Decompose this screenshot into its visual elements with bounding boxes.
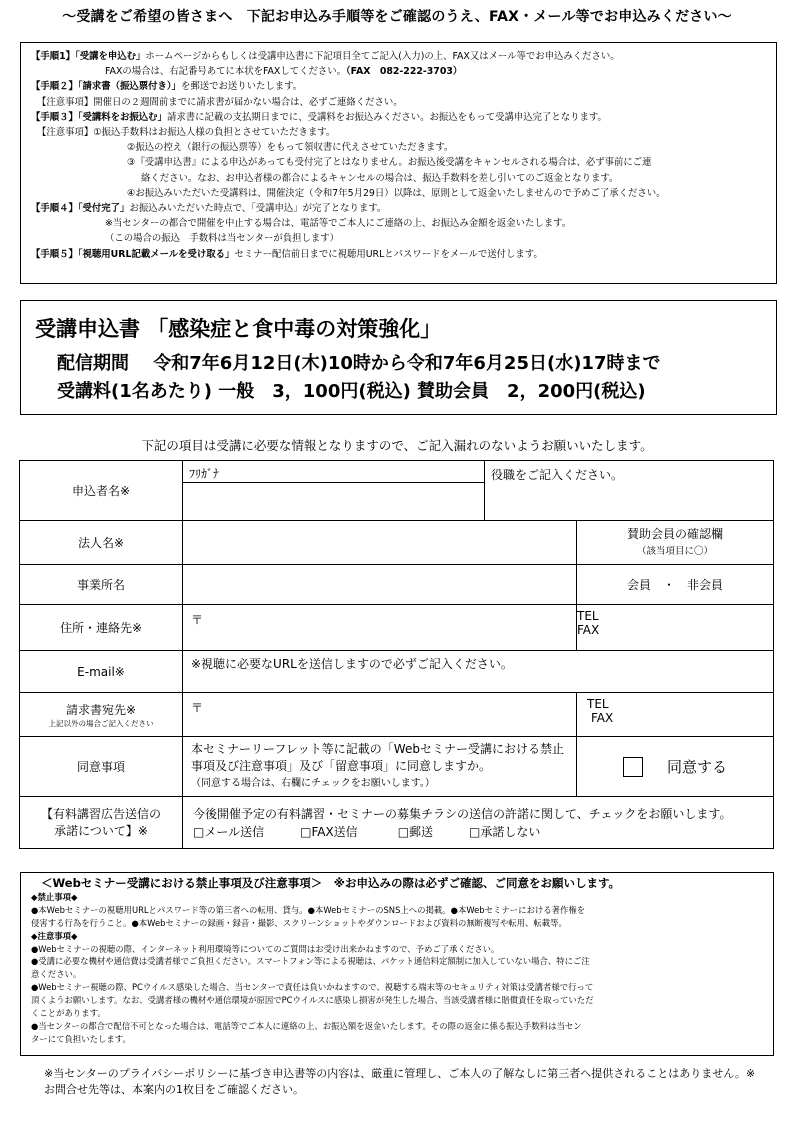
- invoice-tel-label: TEL: [587, 697, 609, 711]
- prohibited-line-1: ●本Webセミナーの視聴用URLとパスワード等の第三者への転用、貸与。●本WebセミナーのSNS上への掲載。●本Webセミナーにおける著作権を: [31, 904, 586, 915]
- rules-box: [20, 872, 774, 1056]
- consent-check-cell: [577, 737, 774, 797]
- step-1-fax: [31, 64, 768, 79]
- invoice-fax-label: FAX: [591, 711, 614, 725]
- invoice-postal-mark: 〒: [191, 701, 204, 715]
- fax-number: （FAX 082-222-3703）: [345, 66, 463, 78]
- rules-heading: ＜Webセミナー受講における禁止事項及び注意事項＞ ※お申込みの際は必ずご確認、ご同意をお願いします。: [41, 876, 621, 890]
- prohibited-line-2: 侵害する行為を行うこと。●本Webセミナーの録画・録音・撮影、スクリーンショットやダウンロードおよび資料の無断複写や転用、転載等。: [31, 917, 567, 928]
- invoice-address-label: 請求書宛先※: [65, 702, 137, 717]
- consent-sub: （同意する場合は、右欄にチェックをお願いします。）: [191, 778, 435, 789]
- invoice-phone-field[interactable]: [577, 693, 774, 737]
- step-3: [31, 110, 768, 125]
- ad-option-mail[interactable]: □郵送: [397, 824, 434, 839]
- step-3-note-4: ④お振込みいただいた受講料は、開催決定（令和7年5月29日）以降は、原則として返金いたしませんので予めご了承ください。: [127, 187, 666, 199]
- office-name-field[interactable]: [183, 565, 577, 605]
- step-3-note-3a: ③『受講申込書』による申込があっても受付完了とはなりません。お振込後受講をキャンセルされる場合は、必ず事前にご連: [127, 157, 652, 169]
- form-intro: 下記の項目は受講に必要な情報となりますので、ご記入漏れのないようお願いいたします。: [141, 438, 653, 453]
- consent-checkbox[interactable]: [623, 757, 643, 777]
- applicant-name-label: 申込者名※: [20, 461, 183, 521]
- applicant-name-field[interactable]: [183, 483, 485, 521]
- office-name-label: 事業所名: [20, 565, 183, 605]
- consent-text: 本セミナーリーフレット等に記載の「Webセミナー受講における禁止事項及び注意事項」及び「留意事項」に同意しますか。: [191, 742, 564, 773]
- step-4-text: お振込みいただいた時点で、「受講申込」が完了となります。: [129, 203, 387, 215]
- caution-line-1: ●Webセミナーの視聴の際、インターネット利用環境等についてのご質問はお受け出来かねますので、予めご了承ください。: [31, 943, 500, 954]
- email-field[interactable]: [183, 651, 774, 693]
- caution-line-4a: ●当センターの都合で配信不可となった場合は、電話等でご本人に連絡の上、お振込額を返金いたします。その際の返金に係る振込手数料は当セン: [31, 1020, 582, 1031]
- step-2: [31, 79, 768, 94]
- prohibited-heading: ◆禁止事項◆: [31, 891, 78, 902]
- ad-option-decline[interactable]: □承諾しない: [469, 824, 541, 839]
- application-form: [19, 460, 774, 849]
- step-4-label: 【手順４】「受付完了」: [31, 203, 130, 215]
- step-4: [31, 201, 768, 216]
- ad-option-email[interactable]: □メール送信: [193, 824, 265, 839]
- consent-text-cell: [183, 737, 577, 797]
- tel-label: TEL: [577, 609, 599, 623]
- application-title-box: [20, 300, 777, 415]
- position-note: 役職をご記入ください。: [491, 468, 624, 482]
- ad-option-fax[interactable]: □FAX送信: [300, 824, 358, 839]
- delivery-period: 配信期間 令和7年6月12日(木)10時から令和7年6月25日(水)17時まで: [57, 353, 661, 374]
- step-3-text: 請求書に記載の支払期日までに、受講料をお振込みください。お振込をもって受講申込完了となります。: [166, 111, 607, 123]
- caution-line-2b: 意ください。: [31, 969, 82, 980]
- step-5-text: セミナー配信前日までに視聴用URLとパスワードをメールで送付します。: [234, 248, 543, 260]
- step-1: [31, 49, 768, 64]
- ad-consent-label-1: 【有料講習広告送信の: [40, 806, 161, 821]
- step-1-fax-text: FAXの場合は、右記番号あてに本状をFAXしてください。: [105, 66, 346, 78]
- step-3-label: 【手順３】「受講料をお振込む」: [31, 111, 167, 123]
- step-2-label: 【手順２】「請求書（振込票付き）」: [31, 81, 181, 93]
- member-confirm-cell: [577, 521, 774, 565]
- ad-consent-text: 今後開催予定の有料講習・セミナーの募集チラシの送信の許諾に関して、チェックをお願いします。: [193, 806, 732, 821]
- member-confirm-title: 賛助会員の確認欄: [627, 526, 724, 541]
- step-4-note-2: （この場合の振込 手数料は当センターが負担します）: [105, 233, 340, 245]
- ad-consent-label-cell: [20, 797, 183, 849]
- member-options[interactable]: 会員 ・ 非会員: [577, 565, 774, 605]
- step-5: [31, 247, 768, 262]
- fax-label: FAX: [577, 623, 600, 637]
- step-2-text: を郵送でお送りいたします。: [181, 81, 303, 93]
- step-3-note-2: ②振込の控え（銀行の振込票等）をもって領収書に代えさせていただきます。: [127, 142, 454, 154]
- ad-consent-label-2: 承諾について】※: [54, 823, 148, 838]
- invoice-address-sub: 上記以外の場合ご記入ください: [48, 718, 154, 728]
- step-3-note-3b: 絡ください。なお、お申込者様の都合によるキャンセルの場合は、振込手数料を差し引いてのご返金となります。: [141, 172, 619, 184]
- page-header: ～受講をご希望の皆さまへ 下記お申込み手順等をご確認のうえ、FAX・メール等でお申込みください～: [62, 9, 732, 25]
- company-name-field[interactable]: [183, 521, 577, 565]
- ad-consent-cell: [183, 797, 774, 849]
- invoice-address-label-cell: [20, 693, 183, 737]
- consent-check-label: 同意する: [667, 757, 728, 776]
- step-1-text: ホームページからもしくは受講申込書に下記項目全てご記入(入力)の上、FAX又はメール等でお申込みください。: [145, 51, 620, 62]
- step-1-label: 【手順1】「受講を申込む」: [31, 51, 146, 62]
- member-confirm-sub: （該当項目に〇）: [637, 545, 714, 557]
- step-3-note-1: 【注意事項】①振込手数料はお振込人様の負担とさせていただきます。: [37, 127, 336, 139]
- email-note: ※視聴に必要なURLを送信しますので必ずご記入ください。: [191, 657, 513, 671]
- furigana-label: ﾌﾘｶﾞﾅ: [189, 467, 220, 481]
- caution-line-4b: ターにて負担いたします。: [31, 1033, 131, 1044]
- course-fee: 受講料(1名あたり) 一般 3，100円(税込) 賛助会員 2，200円(税込): [57, 381, 646, 402]
- step-4-note-1: ※当センターの都合で開催を中止する場合は、電話等でご本人にご連絡の上、お振込み金額を返金いたします。: [105, 218, 572, 230]
- step-2-note: 【注意事項】開催日の２週間前までに請求書が届かない場合は、必ずご連絡ください。: [37, 96, 403, 108]
- privacy-note: ※当センターのプライバシーポリシーに基づき申込書等の内容は、厳重に管理し、ご本人の了解なしに第三者へ提供されることはありません。※お問合せ先等は、本案内の1枚目をご確認ください。: [44, 1067, 756, 1096]
- caution-line-3b: 頂くようお願いします。なお、受講者様の機材や通信環境が原因でPCウイルスに感染し損害が発生した場合、当該受講者様に賠償責任を取っていただ: [31, 995, 594, 1006]
- postal-mark: 〒: [191, 613, 204, 627]
- email-label: E-mail※: [20, 651, 183, 693]
- form-title: 受講申込書 「感染症と食中毒の対策強化」: [35, 317, 442, 341]
- position-field[interactable]: [485, 461, 774, 521]
- step-5-label: 【手順５】「視聴用URL記載メールを受け取る」: [31, 248, 235, 260]
- company-name-label: 法人名※: [20, 521, 183, 565]
- caution-heading: ◆注意事項◆: [31, 930, 78, 941]
- address-field[interactable]: [183, 605, 577, 651]
- caution-line-3a: ●Webセミナー視聴の際、PCウイルス感染した場合、当センターで責任は負いかねますので、視聴する端末等のセキュリティ対策は受講者様で行って: [31, 982, 594, 993]
- address-label: 住所・連絡先※: [20, 605, 183, 651]
- furigana-field[interactable]: [183, 461, 485, 483]
- caution-line-3c: くことがあります。: [31, 1008, 106, 1019]
- caution-line-2a: ●受講に必要な機材や通信費は受講者様でご負担ください。スマートフォン等による視聴は、パケット通信料定額制に加入していない場合、特にご注: [31, 956, 590, 967]
- procedure-steps-box: [20, 42, 777, 284]
- invoice-address-field[interactable]: [183, 693, 577, 737]
- consent-label: 同意事項: [20, 737, 183, 797]
- phone-field[interactable]: [577, 605, 774, 651]
